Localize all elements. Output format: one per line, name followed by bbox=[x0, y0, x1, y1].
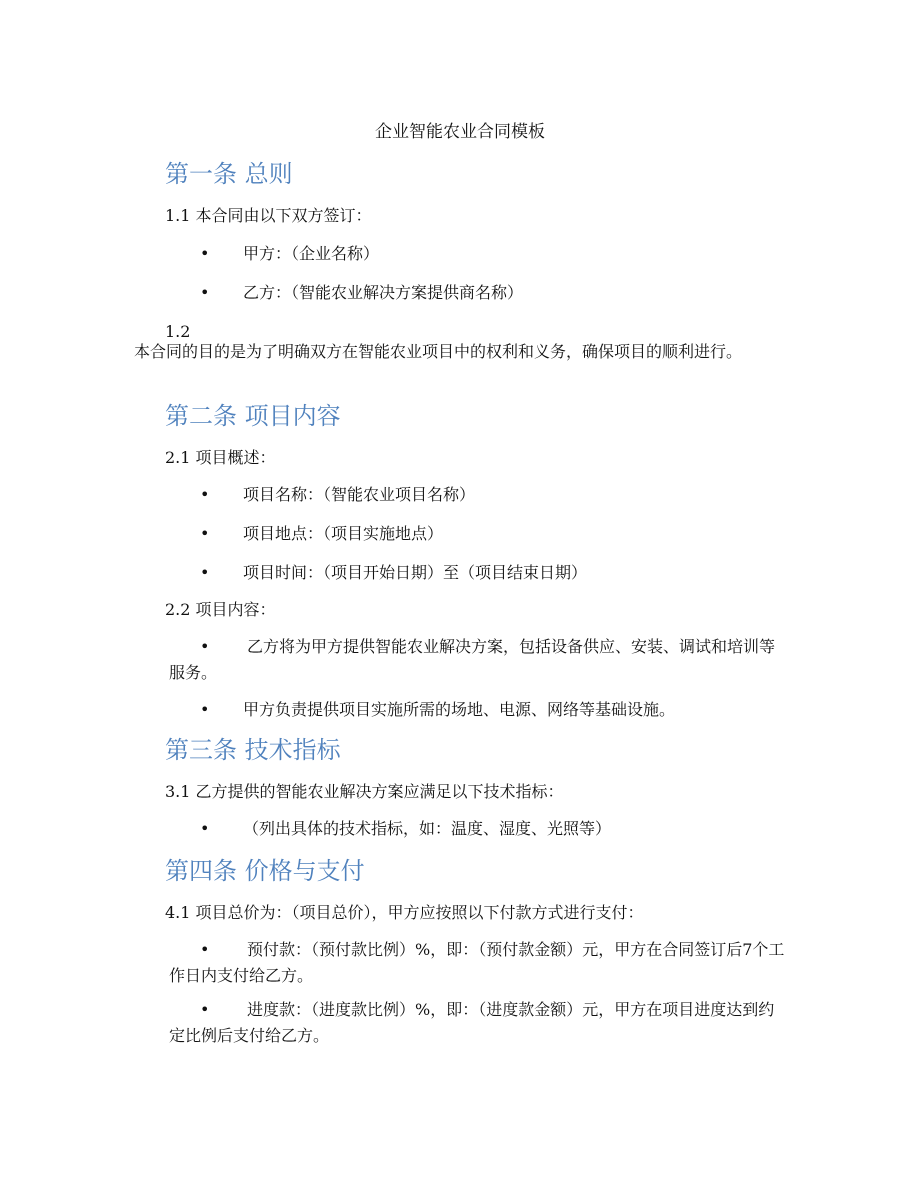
list-item-text: 乙方将为甲方提供智能农业解决方案，包括设备供应、安装、调试和培训等服务。 bbox=[169, 637, 776, 682]
list-item-text: （列出具体的技术指标，如：温度、湿度、光照等） bbox=[243, 819, 612, 838]
list-item bbox=[165, 816, 787, 842]
list-item bbox=[165, 241, 787, 267]
section-heading-3: 第三条 技术指标 bbox=[165, 736, 341, 764]
section-heading-1: 第一条 总则 bbox=[165, 160, 293, 188]
list-item bbox=[165, 997, 787, 1049]
paragraph-number-1-2: 1.2 bbox=[165, 322, 191, 341]
section-heading-4: 第四条 价格与支付 bbox=[165, 857, 365, 885]
list-item-text: 项目名称：（智能农业项目名称） bbox=[243, 485, 476, 504]
list-item-text: 项目地点：（项目实施地点） bbox=[243, 524, 444, 543]
list-item-text: 甲方负责提供项目实施所需的场地、电源、网络等基础设施。 bbox=[243, 700, 676, 719]
list-item-text: 甲方：（企业名称） bbox=[243, 244, 380, 263]
list-item bbox=[165, 937, 787, 989]
bullet-icon: • bbox=[200, 940, 210, 959]
bullet-icon: • bbox=[200, 485, 210, 504]
section-heading-2: 第二条 项目内容 bbox=[165, 402, 341, 430]
list-item bbox=[165, 482, 787, 508]
list-item bbox=[165, 560, 787, 586]
bullet-icon: • bbox=[200, 819, 210, 838]
bullet-icon: • bbox=[200, 1000, 210, 1019]
list-item bbox=[165, 634, 787, 686]
list-item-text: 乙方：（智能农业解决方案提供商名称） bbox=[243, 283, 524, 302]
bullet-icon: • bbox=[200, 700, 210, 719]
bullet-icon: • bbox=[200, 283, 210, 302]
paragraph-1-1: 1.1 本合同由以下双方签订： bbox=[165, 206, 372, 225]
list-item bbox=[165, 521, 787, 547]
bullet-icon: • bbox=[200, 637, 210, 656]
list-item bbox=[165, 697, 787, 723]
paragraph-2-1: 2.1 项目概述： bbox=[165, 448, 276, 467]
paragraph-3-1: 3.1 乙方提供的智能农业解决方案应满足以下技术指标： bbox=[165, 782, 564, 801]
bullet-icon: • bbox=[200, 524, 210, 543]
bullet-icon: • bbox=[200, 244, 210, 263]
list-item-text: 预付款：（预付款比例）%，即：（预付款金额）元，甲方在合同签订后7个工作日内支付给乙方。 bbox=[169, 940, 785, 985]
bullet-icon: • bbox=[200, 563, 210, 582]
list-item-text: 进度款：（进度款比例）%，即：（进度款金额）元，甲方在项目进度达到约定比例后支付给乙方。 bbox=[169, 1000, 775, 1045]
paragraph-2-2: 2.2 项目内容： bbox=[165, 600, 276, 619]
document-title: 企业智能农业合同模板 bbox=[375, 122, 545, 142]
paragraph-1-2: 本合同的目的是为了明确双方在智能农业项目中的权利和义务，确保项目的顺利进行。 bbox=[134, 342, 743, 361]
paragraph-4-1: 4.1 项目总价为：（项目总价），甲方应按照以下付款方式进行支付： bbox=[165, 903, 644, 922]
list-item bbox=[165, 280, 787, 306]
list-item-text: 项目时间：（项目开始日期）至（项目结束日期） bbox=[243, 563, 588, 582]
